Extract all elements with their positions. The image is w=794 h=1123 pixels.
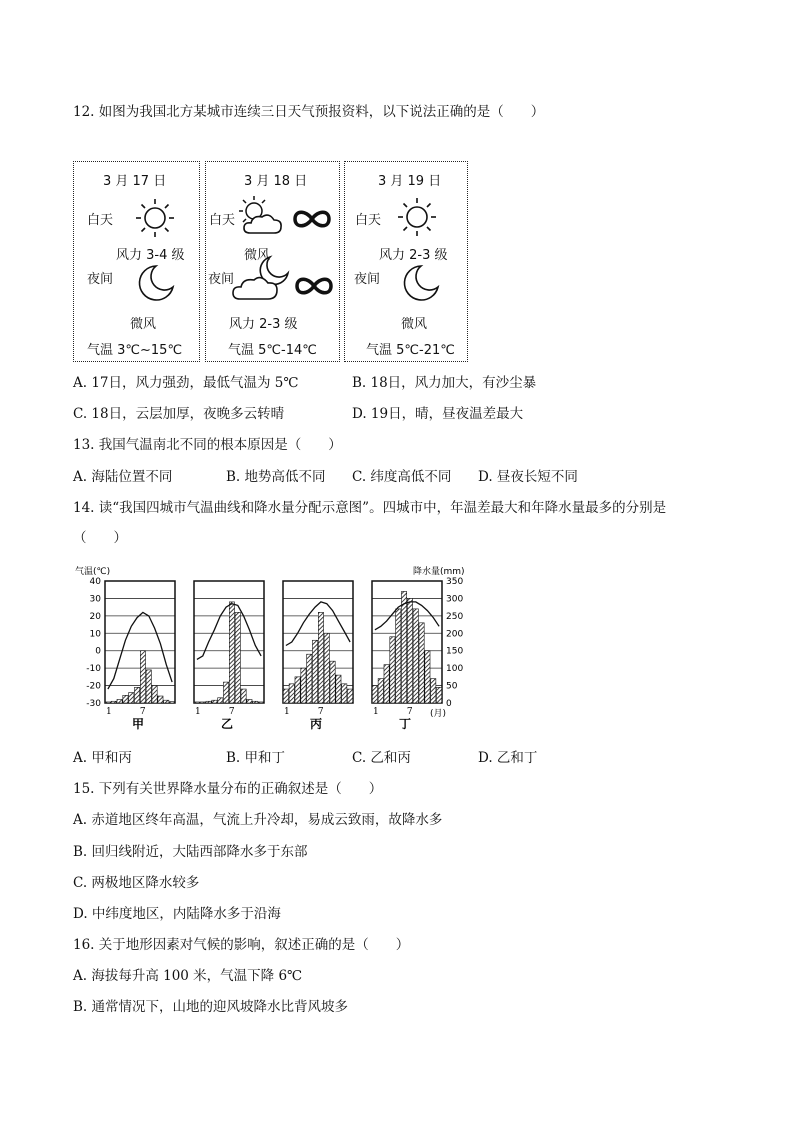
night-label: 夜间 (208, 272, 235, 287)
precip-bar (378, 679, 383, 703)
q13-stem: 13. 我国气温南北不同的根本原因是（ ） (73, 437, 342, 453)
precip-bar (407, 598, 412, 703)
haze-icon (294, 275, 334, 297)
precip-bar (169, 702, 174, 703)
q13-option-d[interactable]: D. 昼夜长短不同 (478, 469, 578, 485)
month-tick-label: 1 (106, 707, 112, 717)
precip-bar (401, 591, 406, 703)
night-wind: 微风 (401, 317, 428, 332)
precip-bar (123, 695, 128, 703)
q13-option-b[interactable]: B. 地势高低不同 (226, 469, 326, 485)
day-wind: 微风 (244, 248, 271, 263)
forecast-date: 3 月 18 日 (244, 174, 308, 189)
precip-bar (235, 612, 240, 703)
month-tick-label: 7 (228, 707, 235, 717)
precip-bar (419, 623, 424, 703)
precip-tick-label: 300 (446, 594, 464, 605)
q12-stem: 12. 如图为我国北方某城市连续三日天气预报资料，以下说法正确的是（ ） (73, 104, 545, 120)
precip-bar (223, 682, 228, 703)
q15-option-d[interactable]: D. 中纬度地区，内陆降水多于沿海 (73, 906, 281, 922)
q13-option-a[interactable]: A. 海陆位置不同 (73, 469, 173, 485)
sun-icon (134, 197, 176, 239)
precip-bar (390, 637, 395, 703)
q14-stem-tail: （ ） (73, 530, 127, 546)
city-label: 乙 (220, 717, 234, 731)
day-wind: 风力 2-3 级 (379, 248, 448, 263)
month-tick-label: 1 (284, 707, 290, 717)
precip-bar (295, 677, 300, 703)
q14-stem: 14. 读“我国四城市气温曲线和降水量分配示意图”。四城市中，年温差最大和年降水量最多的分别是 (73, 500, 667, 516)
month-tick-label: 1 (373, 707, 379, 717)
q14-option-b[interactable]: B. 甲和丁 (226, 750, 286, 766)
temp-tick-label: 30 (89, 594, 101, 605)
precip-bar (431, 679, 436, 703)
day-label: 白天 (355, 213, 382, 228)
month-tick-label: 7 (317, 707, 324, 717)
precip-bar (105, 702, 110, 703)
precip-tick-label: 200 (446, 629, 464, 640)
precip-bar (347, 689, 352, 703)
temp-tick-label: 0 (95, 646, 101, 657)
precip-bar (324, 633, 329, 703)
precip-bar (436, 687, 441, 703)
precip-tick-label: 0 (446, 699, 452, 709)
precip-bar (158, 696, 163, 703)
temp-tick-label: 20 (89, 611, 101, 622)
night-label: 夜间 (354, 272, 381, 287)
precip-bar (318, 612, 323, 703)
precip-tick-label: 100 (446, 664, 464, 675)
moon-icon (401, 263, 441, 303)
precip-bar (206, 701, 211, 703)
q15-option-c[interactable]: C. 两极地区降水较多 (73, 875, 200, 891)
precip-bar (218, 698, 223, 703)
q12-option-a[interactable]: A. 17日，风力强劲，最低气温为 5℃ (73, 375, 299, 391)
month-tick-label: 1 (195, 707, 201, 717)
temp-range: 气温 5℃-21℃ (366, 343, 455, 358)
city-label: 丁 (398, 717, 412, 731)
q15-option-b[interactable]: B. 回归线附近，大陆西部降水多于东部 (73, 844, 308, 860)
precip-bar (134, 687, 139, 703)
precip-bar (152, 686, 157, 703)
precip-bar (307, 654, 312, 703)
q16-stem: 16. 关于地形因素对气候的影响，叙述正确的是（ ） (73, 937, 410, 953)
precip-bar (253, 701, 258, 703)
day-label: 白天 (87, 213, 114, 228)
precip-bar (301, 668, 306, 703)
precip-bar (164, 700, 169, 703)
precip-bar (330, 661, 335, 703)
q16-option-a[interactable]: A. 海拔每升高 100 米，气温下降 6℃ (73, 968, 303, 984)
night-label: 夜间 (87, 272, 114, 287)
night-wind: 风力 2-3 级 (229, 317, 298, 332)
sun-icon (396, 196, 438, 238)
precip-bar (425, 651, 430, 703)
precip-bar (241, 689, 246, 703)
q14-option-a[interactable]: A. 甲和丙 (73, 750, 132, 766)
precip-tick-label: 250 (446, 611, 464, 622)
precip-bar (229, 602, 234, 703)
precip-bar (289, 684, 294, 703)
night-wind: 微风 (130, 317, 157, 332)
q15-option-a[interactable]: A. 赤道地区终年高温，气流上升冷却，易成云致雨，故降水多 (73, 812, 443, 828)
temp-range: 气温 3℃~15℃ (87, 343, 183, 358)
q14-option-c[interactable]: C. 乙和丙 (352, 750, 411, 766)
precip-bar (111, 701, 116, 703)
temp-range: 气温 5℃-14℃ (228, 343, 317, 358)
precip-bar (384, 665, 389, 703)
precip-bar (129, 693, 134, 703)
precip-bar (283, 689, 288, 703)
precip-bar (312, 640, 317, 703)
precip-bar (396, 609, 401, 703)
haze-icon (292, 208, 332, 230)
precip-bar (372, 686, 377, 703)
month-tick-label: 7 (139, 707, 146, 717)
partly-cloudy-icon (236, 195, 296, 237)
precip-bar (117, 700, 122, 703)
forecast-date: 3 月 19 日 (378, 174, 442, 189)
y-axis-label-temp: 气温(℃) (75, 567, 111, 577)
day-wind: 风力 3-4 级 (116, 248, 185, 263)
forecast-date: 3 月 17 日 (103, 174, 167, 189)
precip-tick-label: 50 (446, 681, 458, 692)
q14-option-d[interactable]: D. 乙和丁 (478, 750, 538, 766)
temp-line (286, 602, 350, 646)
precip-bar (336, 675, 341, 703)
temp-tick-label: -30 (86, 699, 101, 709)
precip-bar (146, 670, 151, 703)
y-axis-label-precip: 降水量(mm) (413, 567, 465, 577)
temp-tick-label: -20 (86, 681, 101, 692)
precip-bar (194, 702, 199, 703)
precip-tick-label: 150 (446, 646, 464, 657)
precip-bar (140, 651, 145, 703)
temp-tick-label: 10 (89, 629, 101, 640)
city-label: 丙 (309, 717, 323, 731)
chart-frame (105, 581, 175, 703)
precip-bar (258, 702, 263, 703)
q12-option-b[interactable]: B. 18日，风力加大，有沙尘暴 (352, 375, 537, 391)
precip-bar (413, 609, 418, 703)
q16-option-b[interactable]: B. 通常情况下，山地的迎风坡降水比背风坡多 (73, 999, 349, 1015)
temp-tick-label: -10 (86, 664, 101, 675)
month-tick-label: 7 (406, 707, 413, 717)
cloudy-night-icon (230, 253, 294, 303)
precip-bar (200, 702, 205, 703)
month-axis-label: (月) (430, 709, 447, 719)
q12-option-c[interactable]: C. 18日，云层加厚，夜晚多云转晴 (73, 406, 285, 422)
precip-bar (342, 684, 347, 703)
q13-option-c[interactable]: C. 纬度高低不同 (352, 469, 452, 485)
moon-icon (136, 263, 176, 303)
precip-tick-label: 350 (446, 577, 464, 587)
temp-tick-label: 40 (89, 577, 101, 587)
q12-option-d[interactable]: D. 19日，晴，昼夜温差最大 (352, 406, 524, 422)
climate-charts (70, 560, 470, 740)
precip-bar (247, 700, 252, 703)
city-label: 甲 (131, 717, 145, 731)
q15-stem: 15. 下列有关世界降水量分布的正确叙述是（ ） (73, 781, 383, 797)
precip-bar (212, 700, 217, 703)
day-label: 白天 (209, 213, 236, 228)
